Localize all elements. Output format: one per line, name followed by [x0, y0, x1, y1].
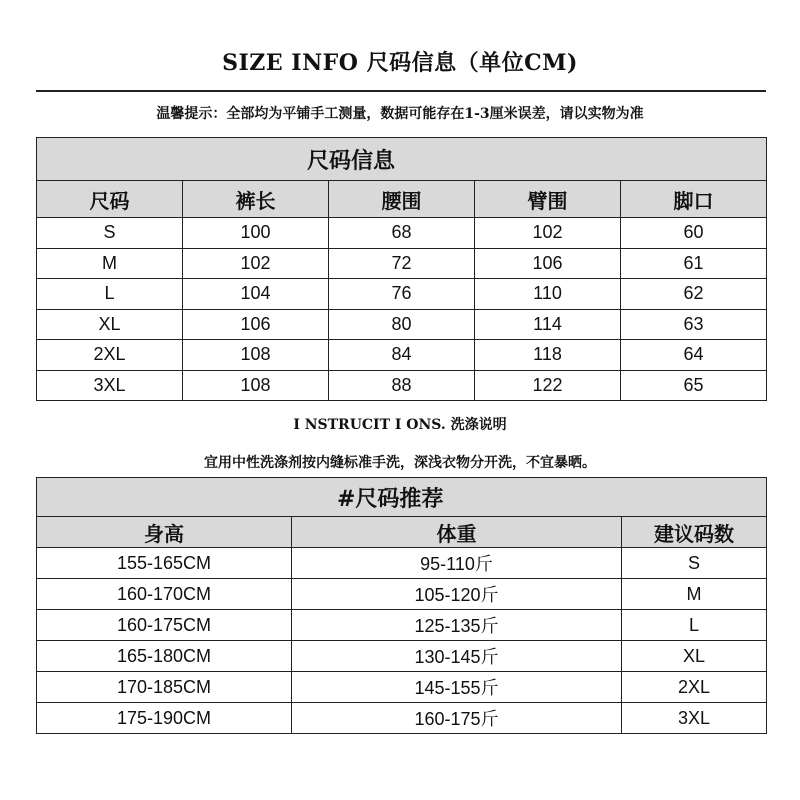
weight-cell: 105-120斤: [292, 579, 622, 610]
arm-cell: 118: [475, 340, 621, 371]
height-cell: 175-190CM: [37, 703, 292, 734]
length-col-header: 裤长: [183, 181, 329, 218]
size-col-header: 尺码: [37, 181, 183, 218]
length-cell: 106: [183, 309, 329, 340]
waist-cell: 76: [329, 279, 475, 310]
weight-cell: 145-155斤: [292, 672, 622, 703]
hem-cell: 65: [621, 370, 767, 401]
table-row: [37, 672, 767, 703]
arm-col-header: 臂围: [475, 181, 621, 218]
arm-cell: 114: [475, 309, 621, 340]
suggested-size-cell: M: [622, 579, 767, 610]
hem-col-header: 脚口: [621, 181, 767, 218]
table-row: [37, 641, 767, 672]
table-row: [37, 248, 767, 279]
size-cell: L: [37, 279, 183, 310]
table-row: [37, 279, 767, 310]
size-recommend-table: [36, 477, 767, 734]
page-title: SIZE INFO 尺码信息（单位CM): [222, 50, 578, 76]
hem-cell: 61: [621, 248, 767, 279]
table-row: [37, 370, 767, 401]
suggested-size-cell: S: [622, 548, 767, 579]
suggested-size-cell: XL: [622, 641, 767, 672]
size-cell: S: [37, 218, 183, 249]
measurement-notice: 温馨提示：全部均为平铺手工测量，数据可能存在1-3厘米误差，请以实物为准: [156, 106, 644, 122]
hem-cell: 64: [621, 340, 767, 371]
height-cell: 160-175CM: [37, 610, 292, 641]
arm-cell: 110: [475, 279, 621, 310]
suggested-size-cell: 2XL: [622, 672, 767, 703]
waist-col-header: 腰围: [329, 181, 475, 218]
size-info-table: [36, 137, 767, 401]
table-row: [37, 309, 767, 340]
suggested-size-col-header: 建议码数: [622, 517, 767, 548]
size-table-band-title: 尺码信息: [37, 138, 767, 181]
hem-cell: 63: [621, 309, 767, 340]
title-divider: [36, 90, 766, 92]
arm-cell: 102: [475, 218, 621, 249]
instructions-text: 宜用中性洗涤剂按内缝标准手洗，深浅衣物分开洗，不宜暴晒。: [204, 455, 596, 471]
weight-cell: 160-175斤: [292, 703, 622, 734]
weight-cell: 95-110斤: [292, 548, 622, 579]
height-cell: 170-185CM: [37, 672, 292, 703]
size-cell: M: [37, 248, 183, 279]
waist-cell: 88: [329, 370, 475, 401]
length-cell: 108: [183, 340, 329, 371]
length-cell: 100: [183, 218, 329, 249]
size-cell: 2XL: [37, 340, 183, 371]
arm-cell: 122: [475, 370, 621, 401]
waist-cell: 84: [329, 340, 475, 371]
size-cell: 3XL: [37, 370, 183, 401]
size-cell: XL: [37, 309, 183, 340]
hem-cell: 62: [621, 279, 767, 310]
height-cell: 160-170CM: [37, 579, 292, 610]
length-cell: 102: [183, 248, 329, 279]
height-col-header: 身高: [37, 517, 292, 548]
length-cell: 104: [183, 279, 329, 310]
table-row: [37, 218, 767, 249]
weight-cell: 130-145斤: [292, 641, 622, 672]
table-row: [37, 548, 767, 579]
suggested-size-cell: 3XL: [622, 703, 767, 734]
table-row: [37, 610, 767, 641]
hem-cell: 60: [621, 218, 767, 249]
length-cell: 108: [183, 370, 329, 401]
table-row: [37, 340, 767, 371]
recommend-table-band-title: #尺码推荐: [37, 478, 767, 517]
table-row: [37, 703, 767, 734]
arm-cell: 106: [475, 248, 621, 279]
suggested-size-cell: L: [622, 610, 767, 641]
weight-col-header: 体重: [292, 517, 622, 548]
weight-cell: 125-135斤: [292, 610, 622, 641]
table-row: [37, 579, 767, 610]
height-cell: 155-165CM: [37, 548, 292, 579]
waist-cell: 72: [329, 248, 475, 279]
waist-cell: 80: [329, 309, 475, 340]
height-cell: 165-180CM: [37, 641, 292, 672]
instructions-title: I NSTRUCIT I ONS. 洗涤说明: [293, 417, 507, 433]
waist-cell: 68: [329, 218, 475, 249]
